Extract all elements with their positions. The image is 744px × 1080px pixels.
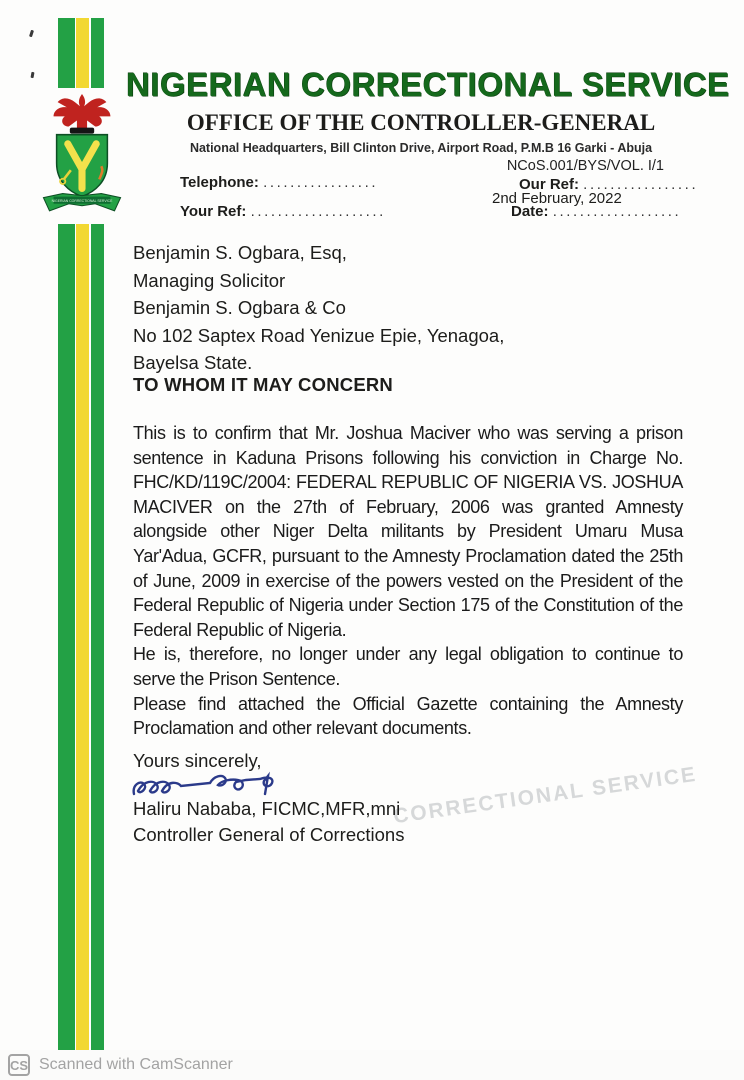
camscanner-logo-icon: CS bbox=[8, 1054, 30, 1076]
our-ref-blank-line: ................. bbox=[583, 176, 699, 193]
office-title: OFFICE OF THE CONTROLLER-GENERAL bbox=[186, 110, 656, 135]
crest-ribbon-text: NIGERIAN CORRECTIONAL SERVICE bbox=[51, 198, 113, 203]
camscanner-footer-text: Scanned with CamScanner bbox=[39, 1056, 233, 1073]
signatory-title: Controller General of Corrections bbox=[133, 824, 405, 845]
recipient-firm: Benjamin S. Ogbara & Co bbox=[133, 297, 346, 318]
date-label: Date: bbox=[511, 203, 549, 220]
recipient-address-block bbox=[133, 239, 504, 377]
body-paragraph-2: He is, therefore, no longer under any legal obligation to continue to serve the Prison Sentence. bbox=[133, 644, 683, 689]
signatory-name: Haliru Nababa, FICMC,MFR,mni bbox=[133, 798, 401, 819]
org-name-title: NIGERIAN CORRECTIONAL SERVICE bbox=[126, 66, 730, 103]
scan-speck bbox=[31, 72, 35, 78]
your-ref-blank-line: .................... bbox=[250, 203, 386, 220]
our-ref-label: Our Ref: bbox=[519, 176, 579, 193]
date-row bbox=[511, 203, 681, 220]
recipient-state: Bayelsa State. bbox=[133, 352, 253, 373]
letter-body bbox=[133, 421, 683, 741]
crest-eagle-shield-icon bbox=[36, 90, 128, 222]
letter-date: 2nd February, 2022 bbox=[492, 190, 622, 207]
recipient-name: Benjamin S. Ogbara, Esq, bbox=[133, 242, 347, 263]
date-blank-line: ................... bbox=[552, 203, 682, 220]
faint-stamp-watermark: CORRECTIONAL SERVICE bbox=[391, 762, 699, 829]
scan-speck bbox=[29, 30, 34, 38]
your-ref-row bbox=[180, 203, 386, 220]
subject-line: TO WHOM IT MAY CONCERN bbox=[133, 374, 393, 395]
hq-address: National Headquarters, Bill Clinton Drive, Airport Road, P.M.B 16 Garki - Abuja bbox=[189, 141, 653, 155]
valediction: Yours sincerely, bbox=[133, 750, 262, 771]
telephone-label: Telephone: bbox=[180, 174, 259, 191]
correctional-service-crest-icon bbox=[34, 88, 130, 224]
your-ref-label: Your Ref: bbox=[180, 203, 247, 220]
telephone-blank-line: ................. bbox=[263, 174, 379, 191]
body-paragraph-1: This is to confirm that Mr. Joshua Maciver who was serving a prison sentence in Kaduna Prisons following his conviction in Charge No. FHC/KD/119C/2004: FEDERAL REPUBLIC OF NIGERIA VS. JOSHUA MACIVER on the 27th of February, 2006 was granted Amnesty alongside other Niger Delta militants by President Umaru Musa Yar'Adua, GCFR, pursuant to the Amnesty Proclamation dated the 25th of June, 2009 in exercise of the powers vested on the President of the Federal Republic of Nigeria under Section 175 of the Constitution of the Federal Republic of Nigeria. bbox=[133, 423, 683, 640]
file-reference-number: NCoS.001/BYS/VOL. I/1 bbox=[506, 158, 664, 174]
recipient-role: Managing Solicitor bbox=[133, 269, 286, 291]
recipient-street: No 102 Saptex Road Yenizue Epie, Yenagoa, bbox=[133, 324, 505, 346]
body-paragraph-3: Please find attached the Official Gazette containing the Amnesty Proclamation and other relevant documents. bbox=[133, 693, 683, 739]
camscanner-footer bbox=[0, 1050, 744, 1080]
telephone-row bbox=[180, 174, 378, 191]
